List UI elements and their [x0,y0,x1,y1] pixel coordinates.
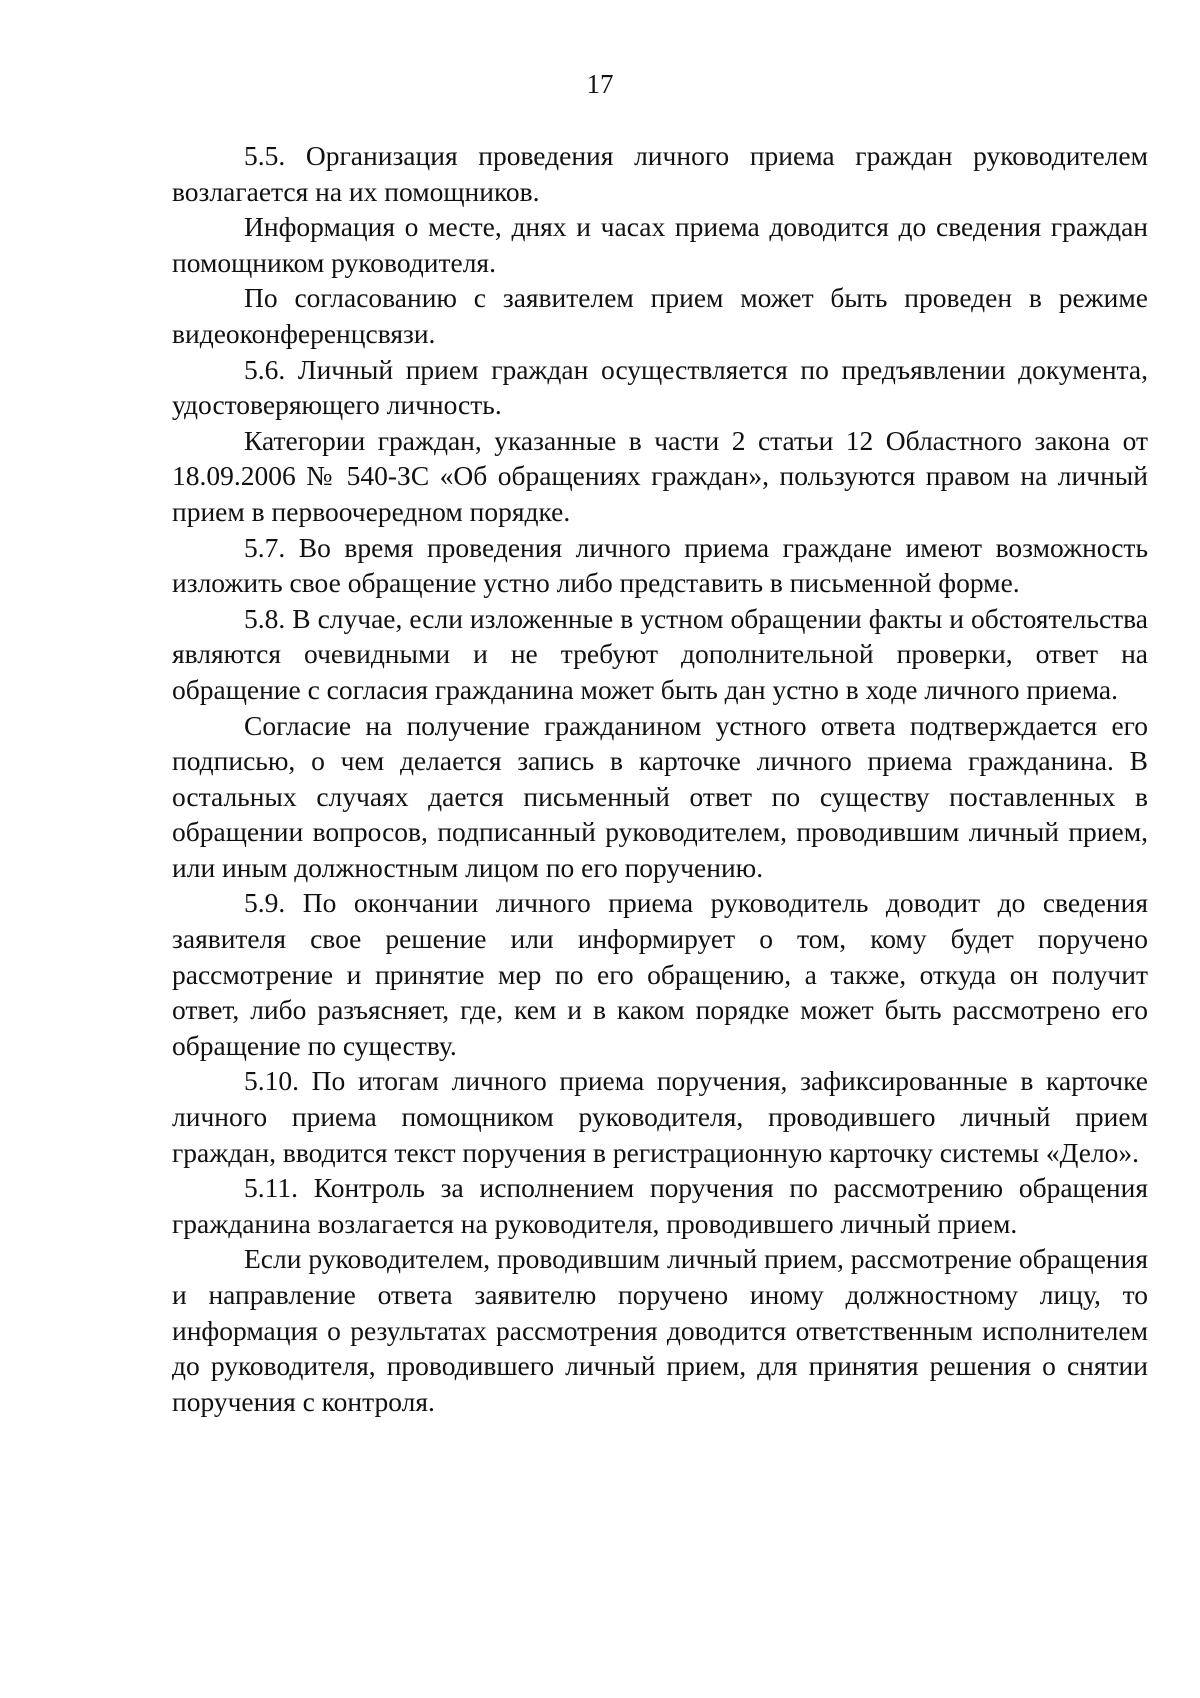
paragraph-5-9: 5.9. По окончании личного приема руководитель доводит до сведения заявителя свое решение или информирует о том, кому будет поручено рассмотрение и принятие мер по его обращению, а также, откуда он получит ответ, либо разъясняет, где, кем и в каком порядке может быть рассмотрено его обращение по существу. [172,887,1148,1061]
paragraph-control-removal: Если руководителем, проводившим личный прием, рассмотрение обращения и направление ответа заявителю поручено иному должностному лицу, то информация о результатах рассмотрения доводится ответственным исполнителем до руководителя, проводившего личный прием, для принятия решения о снятии поручения с контроля. [172,1243,1148,1417]
paragraph-5-5: 5.5. Организация проведения личного приема граждан руководителем возлагается на их помощников. [172,140,1148,207]
page-number: 17 [586,69,614,99]
paragraph-5-8: 5.8. В случае, если изложенные в устном обращении факты и обстоятельства являются очевидными и не требуют дополнительной проверки, ответ на обращение с согласия гражданина может быть дан устно в ходе личного приема. [172,602,1148,705]
paragraph-oral-answer-consent: Согласие на получение гражданином устного ответа подтверждается его подписью, о чем делается запись в карточке личного приема гражданина. В остальных случаях дается письменный ответ по существу поставленных в обращении вопросов, подписанный руководителем, проводившим личный прием, или иным должностным лицом по его поручению. [172,709,1148,883]
paragraph-citizen-categories: Категории граждан, указанные в части 2 статьи 12 Областного закона от 18.09.2006 № 540-ЗС «Об обращениях граждан», пользуются правом на личный прием в первоочередном порядке. [172,424,1148,527]
paragraph-5-7: 5.7. Во время проведения личного приема граждане имеют возможность изложить свое обращение устно либо представить в письменной форме. [172,531,1148,599]
paragraph-5-11: 5.11. Контроль за исполнением поручения по рассмотрению обращения гражданина возлагается на руководителя, проводившего личный прием. [172,1172,1148,1239]
document-body [172,138,1148,1419]
paragraph-5-6: 5.6. Личный прием граждан осуществляется по предъявлении документа, удостоверяющего личность. [172,353,1148,421]
paragraph-reception-info: Информация о месте, днях и часах приема доводится до сведения граждан помощником руководителя. [172,211,1148,278]
paragraph-5-10: 5.10. По итогам личного приема поручения, зафиксированные в карточке личного приема помощником руководителя, проводившего личный прием граждан, вводится текст поручения в регистрационную карточку системы «Дело». [172,1065,1148,1168]
paragraph-videoconference: По согласованию с заявителем прием может быть проведен в режиме видеоконференцсвязи. [172,282,1148,349]
